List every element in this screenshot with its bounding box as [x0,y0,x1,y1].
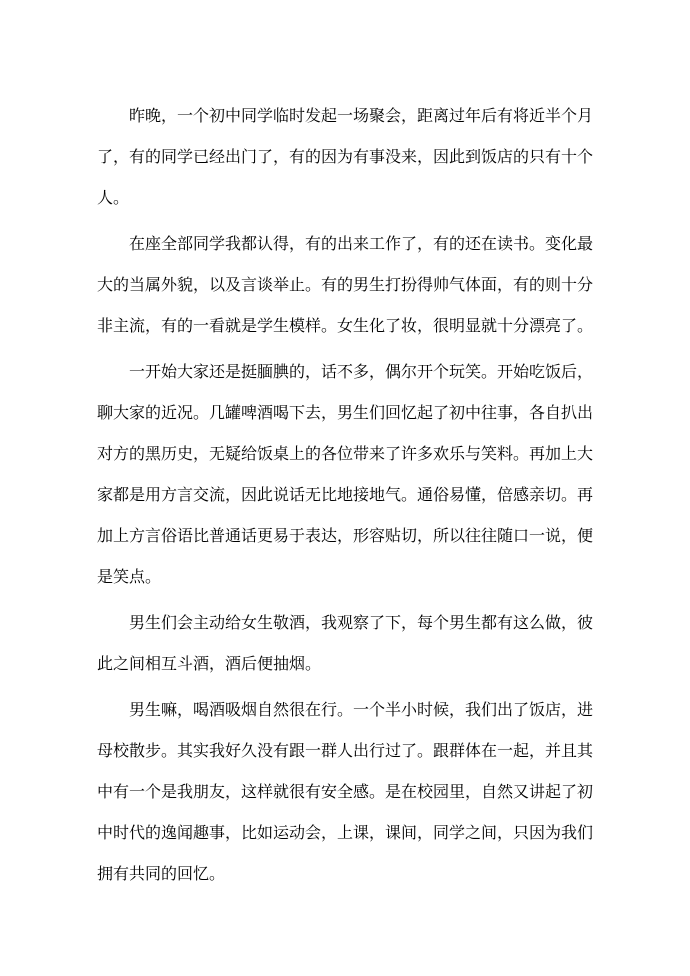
paragraph-1: 昨晚，一个初中同学临时发起一场聚会，距离过年后有将近半个月了，有的同学已经出门了，有的因为有事没来，因此到饭店的只有十个人。 [97,108,594,207]
paragraph-2: 在座全部同学我都认得，有的出来工作了，有的还在读书。变化最大的当属外貌，以及言谈举止。有的男生打扮得帅气体面，有的则十分非主流，有的一看就是学生模样。女生化了妆，很明显就十分漂亮了。 [97,236,594,335]
paragraph-4: 男生们会主动给女生敬酒，我观察了下，每个男生都有这么做，彼此之间相互斗酒，酒后便抽烟。 [97,615,594,673]
paragraph-5: 男生嘛，喝酒吸烟自然很在行。一个半小时候，我们出了饭店，进母校散步。其实我好久没有跟一群人出行过了。跟群体在一起，并且其中有一个是我朋友，这样就很有安全感。是在校园里，自然又讲起了初中时代的逸闻趣事，比如运动会，上课，课间，同学之间，只因为我们拥有共同的回忆。 [97,702,594,883]
paragraph-3: 一开始大家还是挺腼腆的，话不多，偶尔开个玩笑。开始吃饭后，聊大家的近况。几罐啤酒喝下去，男生们回忆起了初中往事，各自扒出对方的黑历史，无疑给饭桌上的各位带来了许多欢乐与笑料。再加上大家都是用方言交流，因此说话无比地接地气。通俗易懂，倍感亲切。再加上方言俗语比普通话更易于表达，形容贴切，所以往往随口一说，便是笑点。 [97,364,594,586]
